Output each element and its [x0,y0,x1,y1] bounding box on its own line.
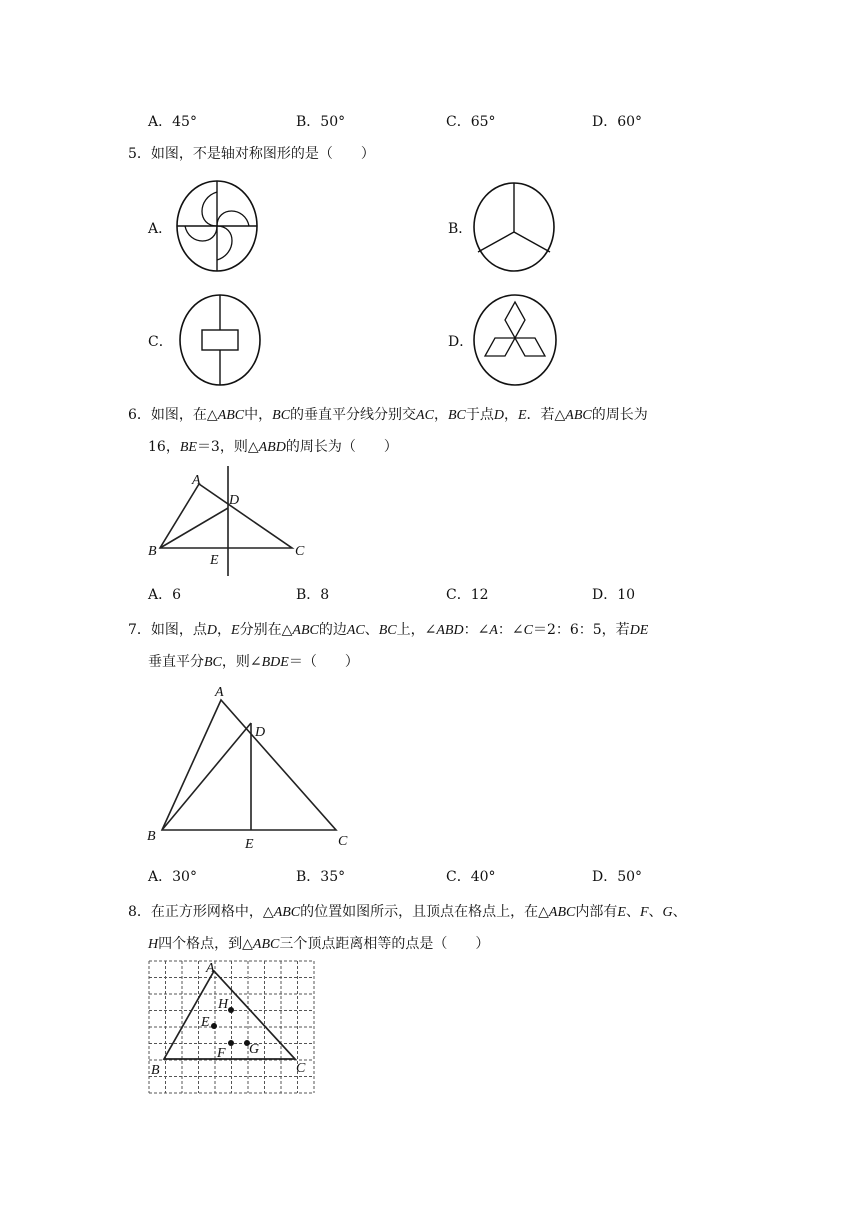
q6-option-c: C．12 [446,587,489,603]
q5-stem: 5．如图，不是轴对称图形的是（ ） [128,146,375,162]
q7-stem-line1: 7．如图，点D，E分别在△ABC的边AC、BC上，∠ABD：∠A：∠C＝2：6：5，若DE [128,622,649,638]
q8-label-b: B [151,1063,160,1078]
q6-label-d: D [229,493,240,508]
q8-label-g: G [249,1042,260,1057]
q6-label-b: B [148,544,157,559]
q7-label-a: A [215,685,224,700]
q7-option-a: A．30° [148,869,197,885]
q6-stem-line2: 16，BE＝3，则△ABD的周长为（ ） [148,439,398,455]
q4-option-b: B．50° [296,114,346,130]
q8-label-h: H [218,997,229,1012]
q5-figure-c [178,294,262,386]
q6-option-b: B．8 [296,587,330,603]
q8-label-c: C [296,1061,306,1076]
q4-option-a: A．45° [148,114,197,130]
q8-label-e: E [201,1015,210,1030]
q5-label-c: C． [148,334,173,350]
q7-label-e: E [245,837,254,852]
q4-option-d: D．60° [592,114,643,130]
point-e [211,1023,217,1029]
q7-stem-line2: 垂直平分BC，则∠BDE＝（ ） [148,654,359,670]
q8-label-a: A [206,961,215,976]
q5-figure-b [472,182,556,272]
q6-label-a: A [192,473,201,488]
q5-figure-a [172,180,262,272]
point-h [228,1007,234,1013]
q7-option-c: C．40° [446,869,496,885]
q6-label-e: E [210,553,219,568]
q6-label-c: C [295,544,305,559]
q5-label-a: A． [148,221,173,237]
q5-figure-d [472,294,558,386]
point-f [228,1040,234,1046]
q7-option-d: D．50° [592,869,643,885]
q8-stem-line1: 8．在正方形网格中，△ABC的位置如图所示，且顶点在格点上，在△ABC内部有E、F、G、 [128,904,687,920]
q7-label-d: D [255,725,266,740]
q6-option-a: A．6 [148,587,182,603]
q7-label-b: B [147,829,156,844]
q8-grid-figure [148,960,314,1092]
q7-label-c: C [338,834,348,849]
q7-figure [140,680,360,854]
q5-label-b: B． [448,221,473,237]
q5-label-d: D． [448,334,474,350]
grid-lines [149,961,314,1093]
q8-stem-line2: H四个格点，到△ABC三个顶点距离相等的点是（ ） [148,936,490,952]
q8-label-f: F [217,1046,226,1061]
q6-option-d: D．10 [592,587,636,603]
q7-option-b: B．35° [296,869,346,885]
q6-stem-line1: 6．如图，在△ABC中，BC的垂直平分线分别交AC，BC于点D，E．若△ABC的周长为 [128,407,648,423]
q4-option-c: C．65° [446,114,496,130]
q6-figure [140,464,320,580]
